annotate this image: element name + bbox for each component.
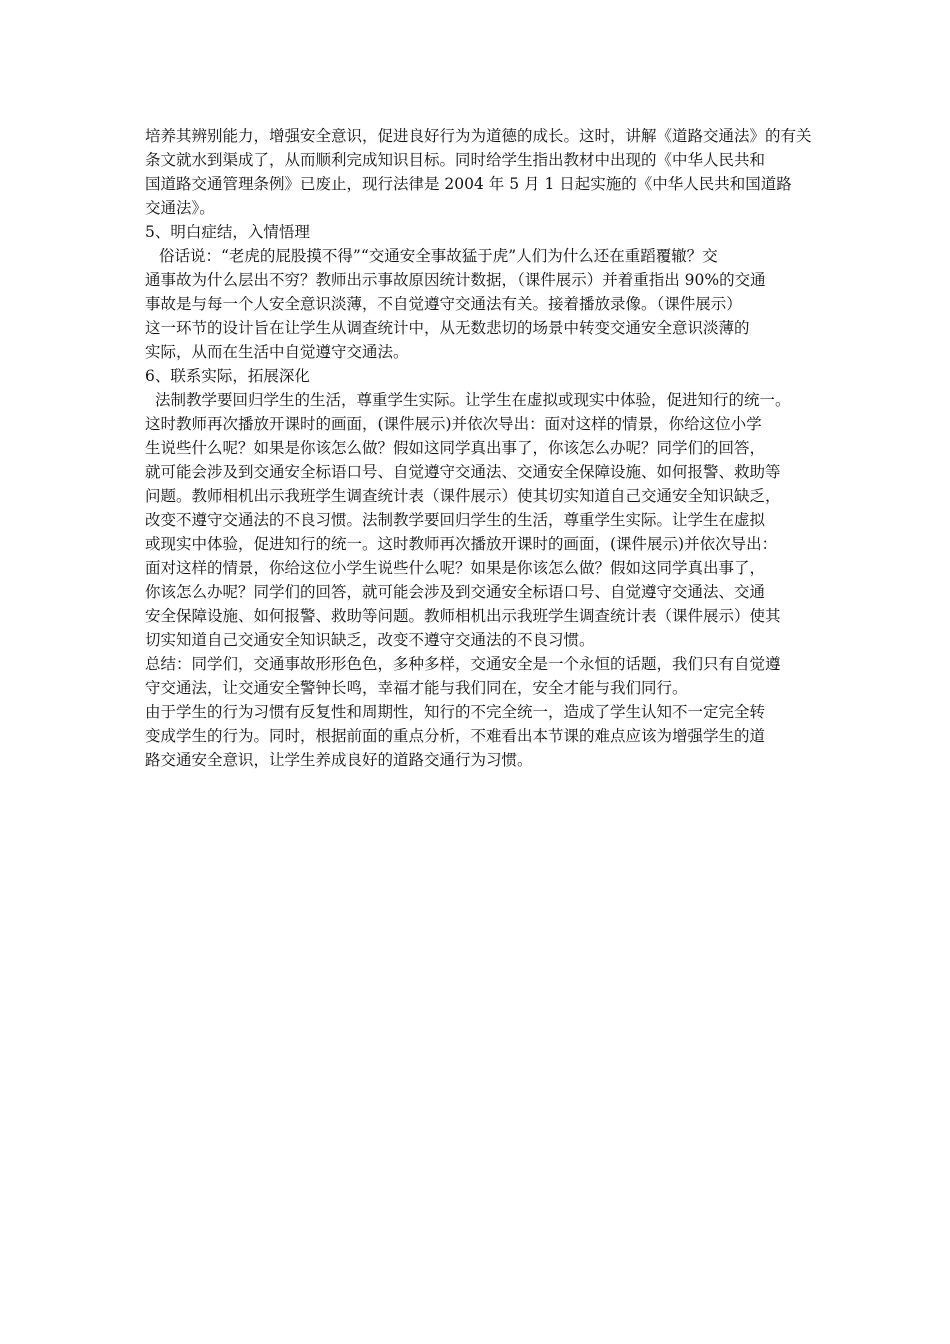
text-line: 通事故为什么层出不穷？教师出示事故原因统计数据，（课件展示）并着重指出 90%的交通 — [145, 271, 766, 289]
text-line: 由于学生的行为习惯有反复性和周期性，知行的不完全统一，造成了学生认知不一定完全转 — [145, 703, 766, 721]
text-line: 改变不遵守交通法的不良习惯。法制教学要回归学生的生活，尊重学生实际。让学生在虚拟 — [145, 511, 766, 529]
text-line: 交通法》。 — [145, 199, 215, 217]
text-line: 事故是与每一个人安全意识淡薄，不自觉遵守交通法有关。接着播放录像。（课件展示） — [145, 295, 742, 313]
text-line: 就可能会涉及到交通安全标语口号、自觉遵守交通法、交通安全保障设施、如何报警、救助等 — [145, 463, 781, 481]
text-line: 守交通法，让交通安全警钟长鸣，幸福才能与我们同在，安全才能与我们同行。 — [145, 679, 688, 697]
text-line: 培养其辨别能力，增强安全意识，促进良好行为为道德的成长。这时，讲解《道路交通法》的有关 — [145, 127, 812, 145]
paragraph-summary — [145, 652, 825, 700]
text-line: 或现实中体验，促进知行的统一。这时教师再次播放开课时的画面，(课件展示)并依次导出： — [145, 535, 778, 553]
paragraph-proverb — [145, 244, 825, 364]
document-page — [145, 124, 825, 772]
section-heading-5 — [145, 220, 825, 244]
text-line: 法制教学要回归学生的生活，尊重学生实际。让学生在虚拟或现实中体验，促进知行的统一。 — [155, 391, 791, 409]
text-line: 条文就水到渠成了，从而顺利完成知识目标。同时给学生指出教材中出现的《中华人民共和 — [145, 151, 766, 169]
paragraph-legal-teaching — [145, 388, 825, 652]
paragraph-difficulty — [145, 700, 825, 772]
text-line: 你该怎么办呢？同学们的回答，就可能会涉及到交通安全标语口号、自觉遵守交通法、交通 — [145, 583, 766, 601]
text-line: 切实知道自己交通安全知识缺乏，改变不遵守交通法的不良习惯。 — [145, 631, 595, 649]
text-line: 这时教师再次播放开课时的画面，(课件展示)并依次导出：面对这样的情景，你给这位小学 — [145, 415, 762, 433]
text-line: 国道路交通管理条例》已废止，现行法律是 2004 年 5 月 1 日起实施的《中华人民共和国道路 — [145, 175, 792, 193]
text-line: 变成学生的行为。同时，根据前面的重点分析，不难看出本节课的难点应该为增强学生的道 — [145, 727, 766, 745]
heading-text: 6、联系实际，拓展深化 — [145, 367, 310, 385]
text-line: 这一环节的设计旨在让学生从调查统计中，从无数悲切的场景中转变交通安全意识淡薄的 — [145, 319, 750, 337]
section-heading-6 — [145, 364, 825, 388]
text-line: 路交通安全意识，让学生养成良好的道路交通行为习惯。 — [145, 751, 533, 769]
text-line: 总结：同学们，交通事故形形色色，多种多样，交通安全是一个永恒的话题，我们只有自觉遵 — [145, 655, 781, 673]
text-line: 俗话说：“老虎的屁股摸不得”“交通安全事故猛于虎”人们为什么还在重蹈覆辙？交 — [159, 247, 718, 265]
text-line: 面对这样的情景，你给这位小学生说些什么呢？如果是你该怎么做？假如这同学真出事了， — [145, 559, 766, 577]
paragraph-intro — [145, 124, 825, 220]
heading-text: 5、明白症结，入情悟理 — [145, 223, 310, 241]
text-line: 生说些什么呢？如果是你该怎么做？假如这同学真出事了，你该怎么办呢？同学们的回答， — [145, 439, 766, 457]
text-line: 安全保障设施、如何报警、救助等问题。教师相机出示我班学生调查统计表（课件展示）使其 — [145, 607, 781, 625]
text-line: 问题。教师相机出示我班学生调查统计表（课件展示）使其切实知道自己交通安全知识缺乏， — [145, 487, 781, 505]
text-line: 实际，从而在生活中自觉遵守交通法。 — [145, 343, 409, 361]
